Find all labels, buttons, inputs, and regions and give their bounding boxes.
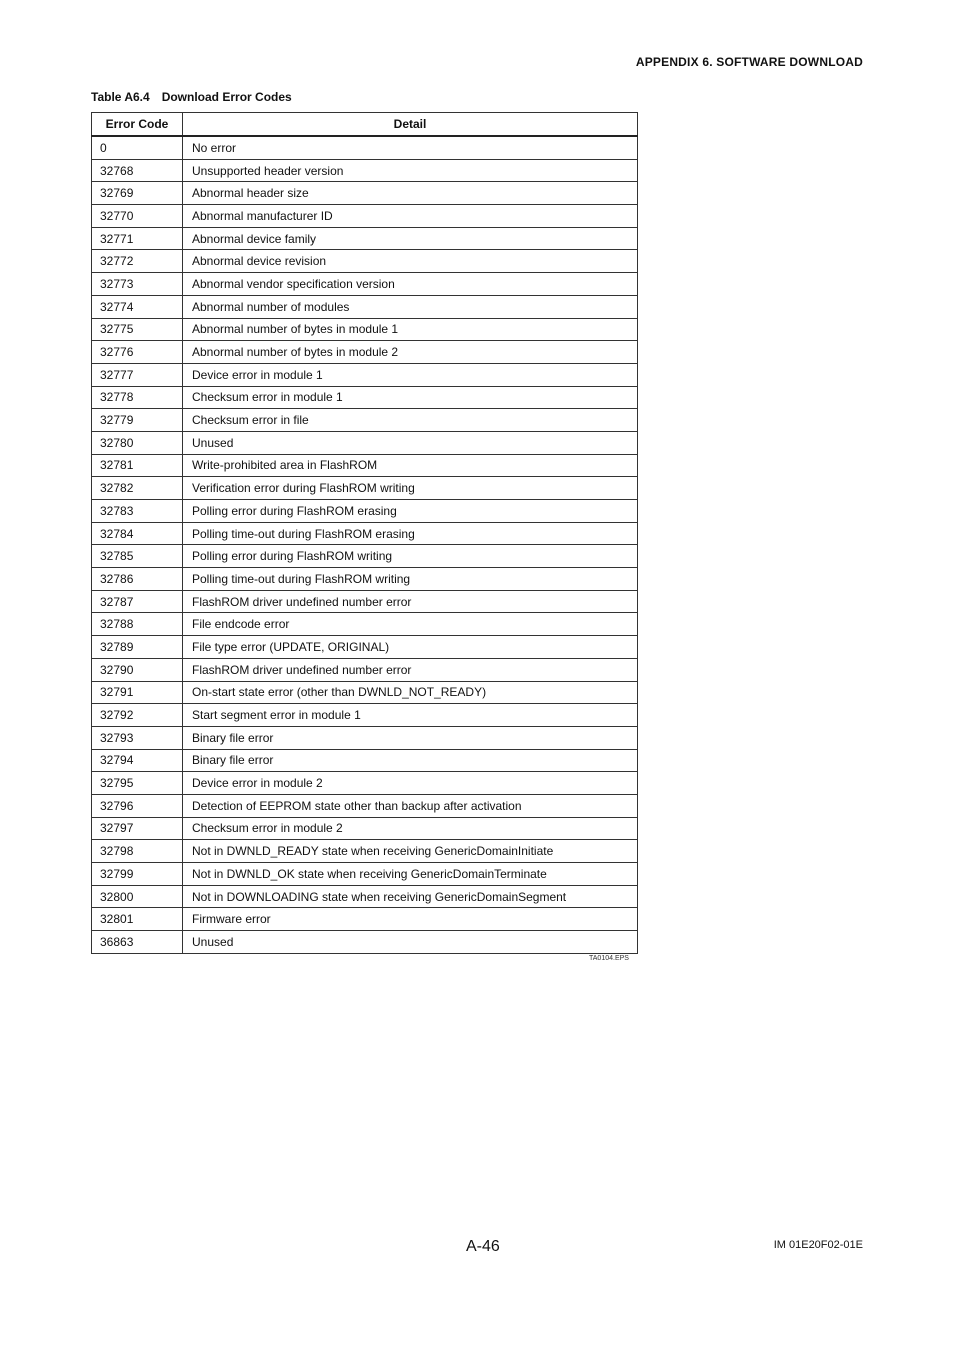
table-row — [92, 205, 638, 228]
error-code-cell: 32779 — [92, 409, 183, 432]
detail-cell: Abnormal vendor specification version — [183, 273, 638, 296]
detail-cell: Not in DOWNLOADING state when receiving GenericDomainSegment — [183, 885, 638, 908]
table-row — [92, 681, 638, 704]
table-row — [92, 431, 638, 454]
detail-cell: Polling error during FlashROM writing — [183, 545, 638, 568]
document-id: IM 01E20F02-01E — [773, 1239, 863, 1251]
detail-cell: Unused — [183, 931, 638, 954]
detail-cell: Checksum error in module 1 — [183, 386, 638, 409]
error-code-cell: 0 — [92, 136, 183, 159]
error-code-cell: 32801 — [92, 908, 183, 931]
column-header-detail: Detail — [183, 113, 638, 137]
table-row — [92, 840, 638, 863]
error-code-cell: 32770 — [92, 205, 183, 228]
detail-cell: Unsupported header version — [183, 159, 638, 182]
error-code-cell: 32781 — [92, 454, 183, 477]
detail-cell: Binary file error — [183, 749, 638, 772]
error-code-cell: 32774 — [92, 295, 183, 318]
error-code-cell: 32769 — [92, 182, 183, 205]
table-row — [92, 817, 638, 840]
table-row — [92, 545, 638, 568]
detail-cell: Abnormal number of bytes in module 2 — [183, 341, 638, 364]
error-code-cell: 32785 — [92, 545, 183, 568]
error-code-cell: 32800 — [92, 885, 183, 908]
table-row — [92, 136, 638, 159]
error-code-cell: 32794 — [92, 749, 183, 772]
table-row — [92, 227, 638, 250]
detail-cell: Device error in module 2 — [183, 772, 638, 795]
table-body — [92, 136, 638, 953]
table-row — [92, 318, 638, 341]
table-row — [92, 295, 638, 318]
detail-cell: Abnormal device family — [183, 227, 638, 250]
detail-cell: Device error in module 1 — [183, 363, 638, 386]
table-row — [92, 409, 638, 432]
detail-cell: On-start state error (other than DWNLD_NOT_READY) — [183, 681, 638, 704]
table-row — [92, 613, 638, 636]
table-row — [92, 500, 638, 523]
error-code-cell: 32792 — [92, 704, 183, 727]
detail-cell: File endcode error — [183, 613, 638, 636]
detail-cell: Write-prohibited area in FlashROM — [183, 454, 638, 477]
error-code-cell: 32776 — [92, 341, 183, 364]
table-row — [92, 182, 638, 205]
table-row — [92, 863, 638, 886]
error-code-cell: 32768 — [92, 159, 183, 182]
table-caption-title: Download Error Codes — [161, 90, 292, 104]
table-row — [92, 636, 638, 659]
error-code-cell: 32786 — [92, 568, 183, 591]
error-code-cell: 32782 — [92, 477, 183, 500]
table-header-row — [92, 113, 638, 137]
detail-cell: FlashROM driver undefined number error — [183, 590, 638, 613]
error-code-cell: 32780 — [92, 431, 183, 454]
table-row — [92, 931, 638, 954]
detail-cell: Abnormal manufacturer ID — [183, 205, 638, 228]
detail-cell: File type error (UPDATE, ORIGINAL) — [183, 636, 638, 659]
detail-cell: Polling error during FlashROM erasing — [183, 500, 638, 523]
detail-cell: Start segment error in module 1 — [183, 704, 638, 727]
table-row — [92, 273, 638, 296]
detail-cell: Checksum error in module 2 — [183, 817, 638, 840]
detail-cell: Polling time-out during FlashROM erasing — [183, 522, 638, 545]
table-row — [92, 363, 638, 386]
error-code-cell: 32791 — [92, 681, 183, 704]
detail-cell: Checksum error in file — [183, 409, 638, 432]
detail-cell: Firmware error — [183, 908, 638, 931]
detail-cell: Binary file error — [183, 726, 638, 749]
table-row — [92, 250, 638, 273]
detail-cell: Abnormal device revision — [183, 250, 638, 273]
error-code-cell: 32795 — [92, 772, 183, 795]
table-row — [92, 908, 638, 931]
table-row — [92, 386, 638, 409]
detail-cell: Not in DWNLD_READY state when receiving GenericDomainInitiate — [183, 840, 638, 863]
detail-cell: Unused — [183, 431, 638, 454]
table-row — [92, 477, 638, 500]
table-row — [92, 772, 638, 795]
column-header-error-code: Error Code — [92, 113, 183, 137]
page-number: A-46 — [466, 1238, 500, 1255]
error-code-cell: 32772 — [92, 250, 183, 273]
detail-cell: Abnormal number of modules — [183, 295, 638, 318]
error-code-cell: 32787 — [92, 590, 183, 613]
table-caption-number: Table A6.4 — [91, 90, 150, 104]
error-code-cell: 32789 — [92, 636, 183, 659]
table-row — [92, 885, 638, 908]
detail-cell: Verification error during FlashROM writing — [183, 477, 638, 500]
detail-cell: Polling time-out during FlashROM writing — [183, 568, 638, 591]
error-code-cell: 32777 — [92, 363, 183, 386]
error-code-cell: 32790 — [92, 658, 183, 681]
error-code-cell: 32797 — [92, 817, 183, 840]
table-row — [92, 454, 638, 477]
table-row — [92, 749, 638, 772]
table-row — [92, 522, 638, 545]
error-code-cell: 36863 — [92, 931, 183, 954]
detail-cell: Not in DWNLD_OK state when receiving GenericDomainTerminate — [183, 863, 638, 886]
table-caption — [91, 90, 292, 104]
table-row — [92, 658, 638, 681]
error-code-cell: 32773 — [92, 273, 183, 296]
table-row — [92, 590, 638, 613]
detail-cell: FlashROM driver undefined number error — [183, 658, 638, 681]
error-code-cell: 32793 — [92, 726, 183, 749]
figure-file-reference: TA0104.EPS — [589, 955, 629, 962]
error-code-cell: 32784 — [92, 522, 183, 545]
table-row — [92, 568, 638, 591]
table-row — [92, 704, 638, 727]
error-code-cell: 32796 — [92, 794, 183, 817]
error-code-cell: 32788 — [92, 613, 183, 636]
detail-cell: Detection of EEPROM state other than backup after activation — [183, 794, 638, 817]
table-row — [92, 341, 638, 364]
error-code-cell: 32799 — [92, 863, 183, 886]
detail-cell: Abnormal header size — [183, 182, 638, 205]
error-code-cell: 32771 — [92, 227, 183, 250]
table-row — [92, 159, 638, 182]
running-header: APPENDIX 6. SOFTWARE DOWNLOAD — [635, 55, 863, 69]
detail-cell: No error — [183, 136, 638, 159]
error-code-cell: 32778 — [92, 386, 183, 409]
detail-cell: Abnormal number of bytes in module 1 — [183, 318, 638, 341]
error-code-cell: 32783 — [92, 500, 183, 523]
table-row — [92, 794, 638, 817]
error-code-table — [91, 112, 638, 954]
error-code-cell: 32775 — [92, 318, 183, 341]
table-row — [92, 726, 638, 749]
error-code-cell: 32798 — [92, 840, 183, 863]
